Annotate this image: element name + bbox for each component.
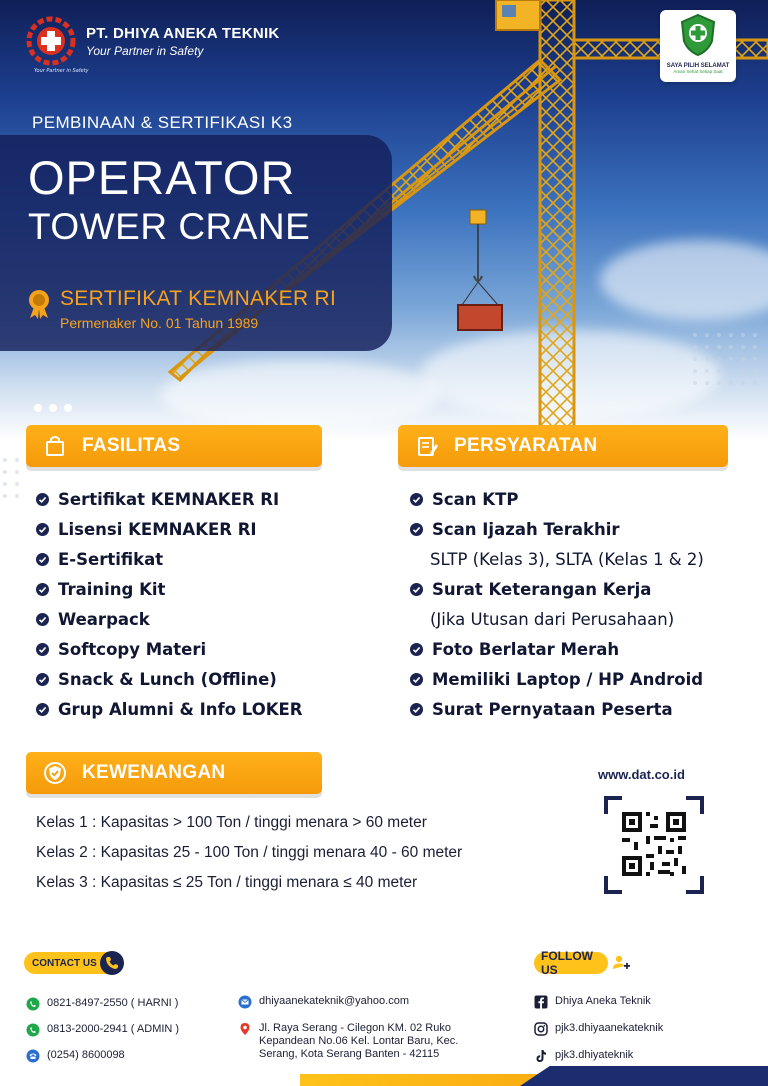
contact-phone[interactable] [26,1049,125,1063]
tiktok-handle: pjk3.dhiyateknik [555,1049,634,1061]
list-item-label: Sertifikat KEMNAKER RI [58,489,280,509]
kewenangan-header [26,752,322,794]
list-item-note [410,604,704,634]
regulation-label: Permenaker No. 01 Tahun 1989 [60,315,259,331]
kewenangan-line: Kelas 3 : Kapasitas ≤ 25 Ton / tinggi menara ≤ 40 meter [36,874,418,891]
list-item-label: Wearpack [58,609,150,629]
address-text: Jl. Raya Serang - Cilegon KM. 02 Ruko Kepandean No.06 Kel. Lontar Baru, Kec. Serang, Kota Serang Banten - 42115 [259,1022,459,1060]
website-link[interactable]: www.dat.co.id [598,767,685,782]
whatsapp-icon [26,1023,40,1037]
tiktok-link[interactable] [534,1049,633,1063]
list-item-label: Grup Alumni & Info LOKER [58,699,303,719]
page-title-line1: OPERATOR [28,151,296,204]
instagram-link[interactable] [534,1022,663,1036]
list-item-label: Training Kit [58,579,166,599]
list-item [410,664,704,694]
list-item [36,634,303,664]
list-item-label: Softcopy Materi [58,639,207,659]
location-pin-icon [238,1022,252,1036]
company-logo-icon [26,16,76,66]
list-item-label: E-Sertifikat [58,549,164,569]
kewenangan-line: Kelas 1 : Kapasitas > 100 Ton / tinggi menara > 60 meter [36,814,427,831]
list-item [410,484,704,514]
qr-code [604,796,704,894]
whatsapp-icon [26,997,40,1011]
list-item-label: Surat Keterangan Kerja [432,579,652,599]
list-item [36,484,303,514]
follow-us-text: FOLLOW US [541,949,593,977]
fasilitas-list [36,484,303,724]
check-circle-icon [410,493,423,506]
check-circle-icon [36,613,49,626]
fasilitas-heading: FASILITAS [82,435,181,456]
decorative-dots [34,404,72,412]
email-address: dhiyaanekateknik@yahoo.com [259,995,409,1007]
list-item-label: (Jika Utusan dari Perusahaan) [430,609,675,629]
check-circle-icon [410,703,423,716]
check-circle-icon [410,643,423,656]
telephone-icon [26,1049,40,1063]
phone-number: 0813-2000-2941 ( ADMIN ) [47,1023,180,1035]
add-user-icon [612,954,630,972]
check-circle-icon [36,643,49,656]
list-item-label: Lisensi KEMNAKER RI [58,519,257,539]
list-item [36,694,303,724]
instagram-icon [534,1022,548,1036]
contact-email[interactable] [238,995,409,1009]
persyaratan-header [398,425,728,467]
list-item-label: Surat Pernyataan Peserta [432,699,673,719]
footer-accent-shape [520,1066,768,1086]
list-item [410,514,704,544]
contact-us-text: CONTACT US [32,957,97,969]
follow-us-label [534,949,608,977]
shield-icon [678,13,718,57]
phone-number: (0254) 8600098 [47,1049,125,1061]
check-circle-icon [410,523,423,536]
company-name: PT. DHIYA ANEKA TEKNIK [86,24,280,42]
shopping-bag-icon [44,435,66,457]
dot-pattern [0,455,26,515]
list-item-label: SLTP (Kelas 3), SLTA (Kelas 1 & 2) [430,549,704,569]
dot-pattern [690,330,760,410]
badge-subtitle: Aman Sehat Setiap Saat [673,69,723,74]
list-item-note [410,544,704,574]
safety-badge [660,10,736,82]
list-item [410,574,704,604]
list-item [36,664,303,694]
list-item [36,544,303,574]
list-item-label: Snack & Lunch (Offline) [58,669,277,689]
document-edit-icon [416,435,438,457]
page-title-line2: TOWER CRANE [28,206,311,247]
persyaratan-list [410,484,704,724]
list-item [410,634,704,664]
tiktok-icon [534,1049,548,1063]
contact-phone[interactable] [26,1023,179,1037]
list-item [36,604,303,634]
check-circle-icon [410,583,423,596]
contact-address [238,1022,489,1061]
facebook-icon [534,995,548,1009]
persyaratan-heading: PERSYARATAN [454,435,598,456]
facebook-handle: Dhiya Aneka Teknik [555,995,651,1007]
list-item-label: Scan Ijazah Terakhir [432,519,620,539]
kewenangan-heading: KEWENANGAN [82,762,226,783]
company-brand [26,16,280,66]
logo-subtext: Your Partner in Safety [34,68,89,74]
instagram-handle: pjk3.dhiyaanekateknik [555,1022,664,1034]
check-circle-icon [36,703,49,716]
check-circle-icon [36,553,49,566]
check-circle-icon [36,583,49,596]
check-circle-icon [36,523,49,536]
program-kicker: PEMBINAAN & SERTIFIKASI K3 [32,113,293,132]
check-circle-icon [410,673,423,686]
list-item [410,694,704,724]
contact-phone[interactable] [26,997,178,1011]
kewenangan-line: Kelas 2 : Kapasitas 25 - 100 Ton / tinggi menara 40 - 60 meter [36,844,463,861]
company-tagline: Your Partner in Safety [86,43,204,58]
phone-number: 0821-8497-2550 ( HARNI ) [47,997,179,1009]
email-icon [238,995,252,1009]
check-circle-icon [36,673,49,686]
list-item [36,514,303,544]
shield-check-icon [44,762,66,784]
list-item-label: Foto Berlatar Merah [432,639,620,659]
list-item [36,574,303,604]
list-item-label: Memiliki Laptop / HP Android [432,669,704,689]
list-item-label: Scan KTP [432,489,519,509]
award-seal-icon [26,289,52,319]
phone-icon [100,951,124,975]
certificate-label: SERTIFIKAT KEMNAKER RI [60,287,337,310]
fasilitas-header [26,425,322,467]
badge-title: SAYA PILIH SELAMAT [666,63,730,69]
facebook-link[interactable] [534,995,651,1009]
check-circle-icon [36,493,49,506]
